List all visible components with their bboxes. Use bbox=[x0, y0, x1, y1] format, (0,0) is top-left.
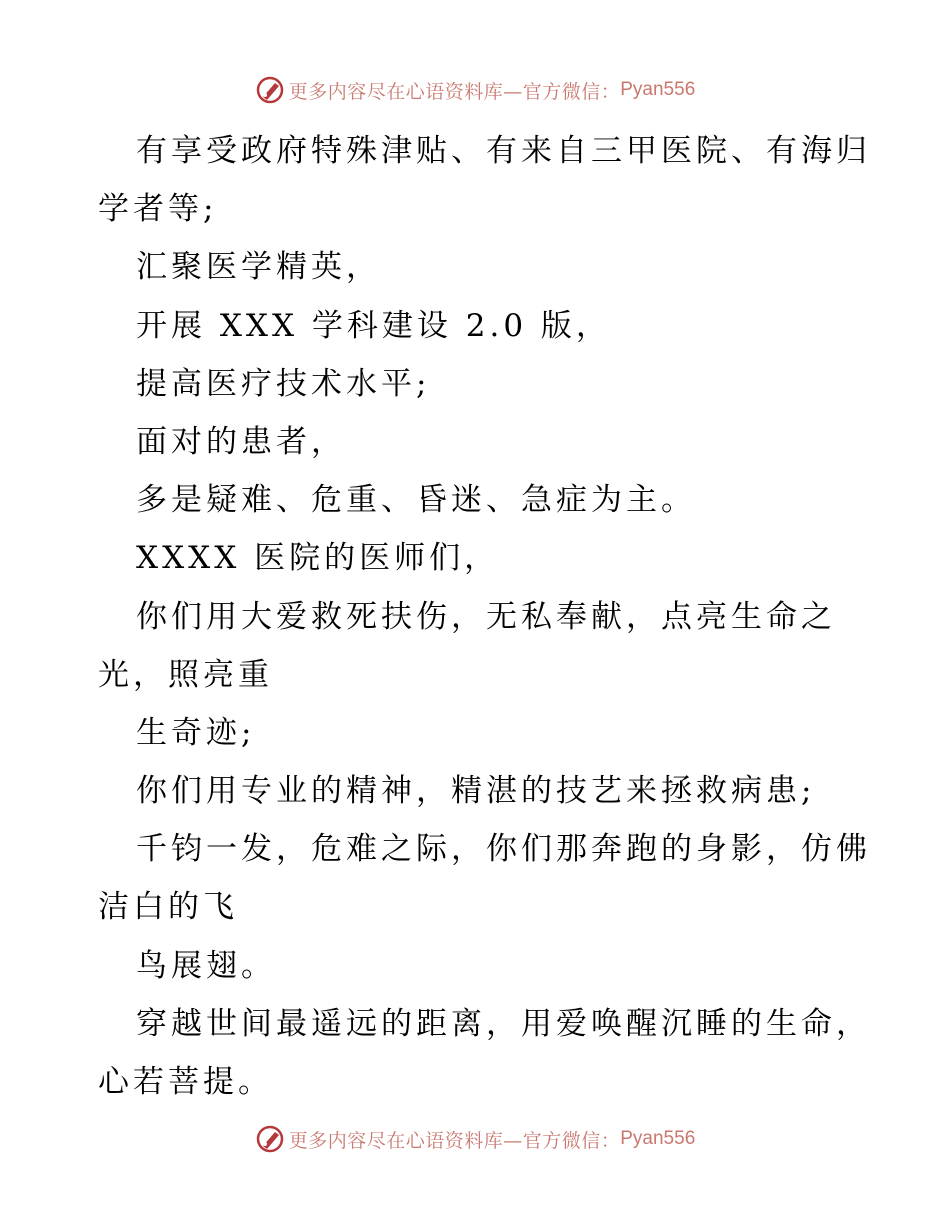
body-line: 多是疑难、危重、昏迷、急症为主。 bbox=[136, 482, 696, 519]
body-line: 面对的患者， bbox=[136, 423, 346, 460]
body-line: 你们用大爱救死扶伤，无私奉献，点亮生命之 bbox=[136, 598, 836, 635]
body-line: 汇聚医学精英， bbox=[136, 249, 381, 286]
body-line: 学者等; bbox=[98, 191, 218, 228]
body-line: 千钧一发，危难之际，你们那奔跑的身影，仿佛 bbox=[136, 831, 871, 868]
banner-slogan: 更多内容尽在心语资料库—官方微信： bbox=[288, 80, 621, 103]
pen-logo-icon bbox=[255, 75, 285, 105]
body-line: 穿越世间最遥远的距离，用爱唤醒沉睡的生命， bbox=[136, 1005, 871, 1042]
body-line: 开展 XXX 学科建设 2.0 版， bbox=[136, 307, 611, 344]
body-line: 心若菩提。 bbox=[98, 1064, 273, 1100]
body-line: 有享受政府特殊津贴、有来自三甲医院、有海归 bbox=[136, 133, 871, 169]
body-line: 光，照亮重 bbox=[98, 656, 273, 693]
banner-wechat-id: Pyan556 bbox=[620, 79, 696, 100]
banner-slogan: 更多内容尽在心语资料库—官方微信： bbox=[288, 1129, 621, 1152]
header-banner bbox=[0, 70, 950, 110]
pen-logo-icon bbox=[255, 1124, 285, 1154]
banner-wechat-id: Pyan556 bbox=[620, 1128, 696, 1149]
document-body bbox=[98, 122, 871, 1111]
body-line: XXXX 医院的医师们， bbox=[136, 540, 500, 577]
body-line: 提高医疗技术水平; bbox=[136, 365, 431, 402]
body-line: 鸟展翅。 bbox=[136, 947, 276, 984]
body-line: 生奇迹; bbox=[136, 714, 256, 751]
footer-banner bbox=[0, 1119, 950, 1159]
body-line: 洁白的飞 bbox=[98, 889, 238, 926]
body-line: 你们用专业的精神，精湛的技艺来拯救病患; bbox=[136, 773, 816, 810]
